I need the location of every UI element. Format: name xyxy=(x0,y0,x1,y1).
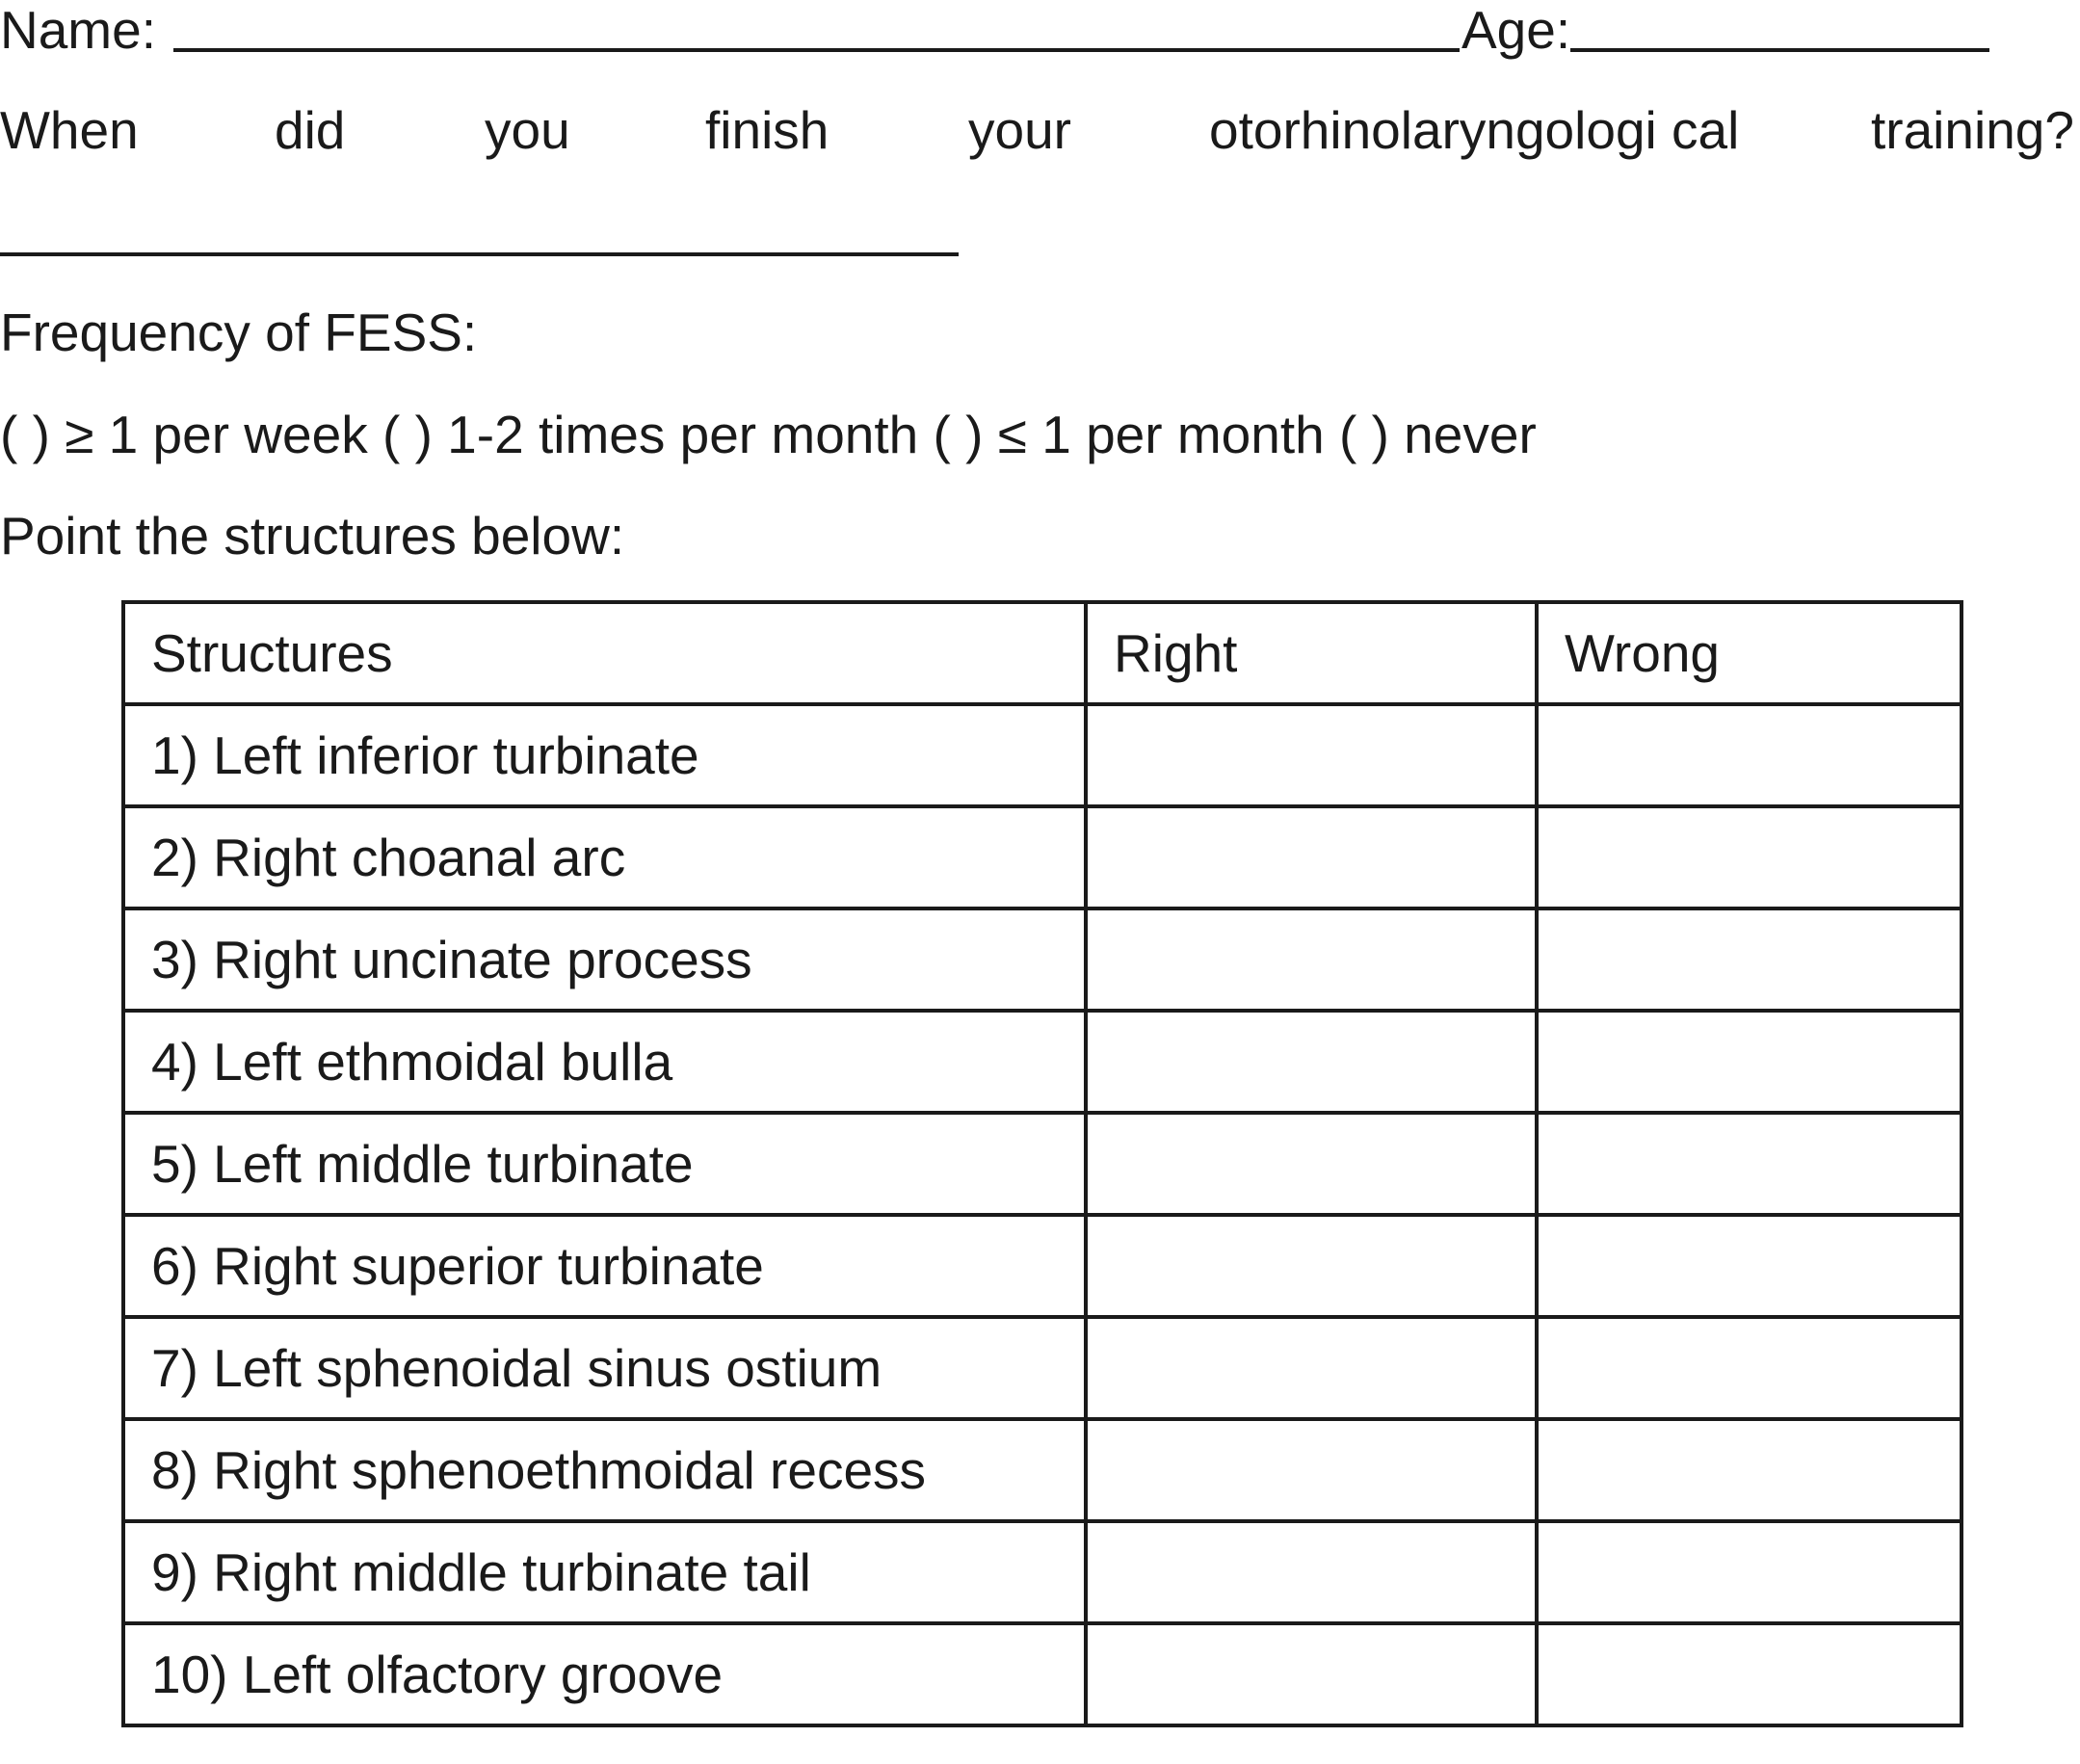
header-structures: Structures xyxy=(123,602,1086,704)
wrong-cell[interactable] xyxy=(1537,1215,1962,1317)
table-row xyxy=(123,806,1962,908)
table-row xyxy=(123,1113,1962,1215)
training-question xyxy=(0,100,2080,162)
right-cell[interactable] xyxy=(1086,1011,1537,1113)
table-row xyxy=(123,1419,1962,1521)
structure-label: 9) Right middle turbinate tail xyxy=(123,1521,1086,1623)
table-row xyxy=(123,704,1962,806)
wrong-cell[interactable] xyxy=(1537,1317,1962,1419)
frequency-options: ( ) ≥ 1 per week ( ) 1-2 times per month ( ) ≤ 1 per month ( ) never xyxy=(0,405,1537,464)
right-cell[interactable] xyxy=(1086,1317,1537,1419)
structures-table xyxy=(121,600,1963,1727)
structure-label: 10) Left olfactory groove xyxy=(123,1623,1086,1725)
wrong-cell[interactable] xyxy=(1537,806,1962,908)
right-cell[interactable] xyxy=(1086,908,1537,1011)
header-wrong: Wrong xyxy=(1537,602,1962,704)
structure-label: 1) Left inferior turbinate xyxy=(123,704,1086,806)
age-field[interactable] xyxy=(1570,48,1989,52)
name-label: Name: xyxy=(0,0,156,60)
name-field[interactable] xyxy=(173,48,1460,52)
right-cell[interactable] xyxy=(1086,1623,1537,1725)
table-row xyxy=(123,1011,1962,1113)
structure-label: 5) Left middle turbinate xyxy=(123,1113,1086,1215)
question-word: your xyxy=(968,100,1071,160)
point-structures-title: Point the structures below: xyxy=(0,506,625,566)
table-row xyxy=(123,1215,1962,1317)
structure-label: 2) Right choanal arc xyxy=(123,806,1086,908)
wrong-cell[interactable] xyxy=(1537,704,1962,806)
question-word: did xyxy=(275,100,346,160)
right-cell[interactable] xyxy=(1086,1521,1537,1623)
question-word: finish xyxy=(705,100,829,160)
question-word: When xyxy=(0,100,139,160)
wrong-cell[interactable] xyxy=(1537,1419,1962,1521)
right-cell[interactable] xyxy=(1086,1113,1537,1215)
table-header-row xyxy=(123,602,1962,704)
structure-label: 3) Right uncinate process xyxy=(123,908,1086,1011)
table-row xyxy=(123,1317,1962,1419)
frequency-title: Frequency of FESS: xyxy=(0,303,478,362)
wrong-cell[interactable] xyxy=(1537,908,1962,1011)
right-cell[interactable] xyxy=(1086,704,1537,806)
wrong-cell[interactable] xyxy=(1537,1011,1962,1113)
question-word: otorhinolaryngologi cal xyxy=(1209,100,1740,160)
table-row xyxy=(123,1521,1962,1623)
age-label: Age: xyxy=(1461,0,1571,60)
structure-label: 6) Right superior turbinate xyxy=(123,1215,1086,1317)
training-answer-field[interactable] xyxy=(0,252,959,256)
header-right: Right xyxy=(1086,602,1537,704)
right-cell[interactable] xyxy=(1086,1215,1537,1317)
question-word: training? xyxy=(1871,100,2074,160)
right-cell[interactable] xyxy=(1086,806,1537,908)
wrong-cell[interactable] xyxy=(1537,1113,1962,1215)
table-row xyxy=(123,1623,1962,1725)
structure-label: 8) Right sphenoethmoidal recess xyxy=(123,1419,1086,1521)
wrong-cell[interactable] xyxy=(1537,1623,1962,1725)
wrong-cell[interactable] xyxy=(1537,1521,1962,1623)
structure-label: 4) Left ethmoidal bulla xyxy=(123,1011,1086,1113)
right-cell[interactable] xyxy=(1086,1419,1537,1521)
question-word: you xyxy=(485,100,570,160)
structure-label: 7) Left sphenoidal sinus ostium xyxy=(123,1317,1086,1419)
table-row xyxy=(123,908,1962,1011)
